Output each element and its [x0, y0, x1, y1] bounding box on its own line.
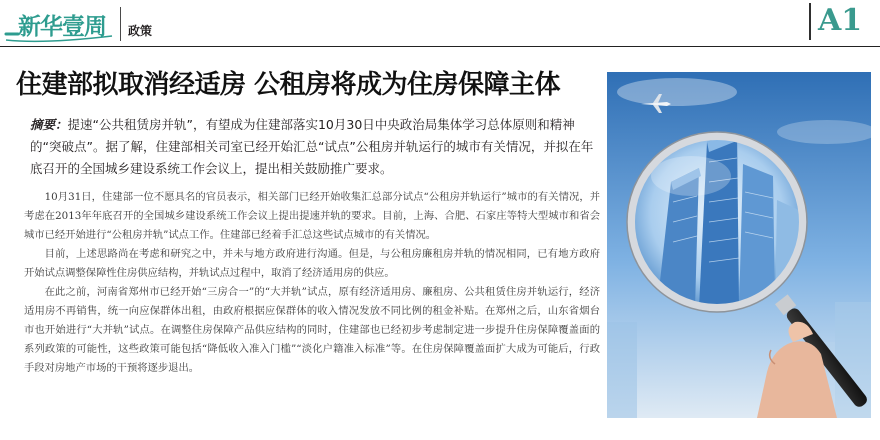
article-body: [24, 188, 600, 378]
article-abstract: [30, 114, 602, 180]
masthead: [0, 0, 880, 48]
page-number-divider: [809, 3, 811, 40]
magnifying-glass-skyscrapers-icon: [607, 72, 871, 418]
article-headline: 住建部拟取消经适房 公租房将成为住房保障主体: [16, 70, 561, 100]
body-paragraph: 在此之前，河南省郑州市已经开始“三房合一”的“大并轨”试点，原有经济适用房、廉租房、公共租赁住房并轨运行，经济适用房不再销售，统一向应保群体出租，由政府根据应保群体的收入情况发放不同比例的租金补贴。在郑州之后，山东省烟台市也开始进行“大并轨”试点。在调整住房保障产品供应结构的同时，住建部也已经初步考虑制定进一步提升住房保障覆盖面的系列政策的可能性，这些政策可能包括“降低收入准入门槛”“淡化户籍准入标准”等。在住房保障覆盖面扩大成为可能后，行政手段对房地产市场的干预将逐步退出。: [24, 286, 600, 374]
masthead-rule: [0, 46, 880, 47]
section-name: 政策: [128, 24, 153, 38]
body-paragraph: 目前，上述思路尚在考虑和研究之中，并未与地方政府进行沟通。但是，与公租房廉租房并轨的情况相同，已有地方政府开始试点调整保障性住房供应结构，并轨试点过程中，取消了经济适用房的供应。: [24, 248, 600, 279]
masthead-divider: [120, 7, 121, 41]
newspaper-logo: [4, 6, 116, 40]
page-number: A1: [818, 3, 863, 38]
abstract-label: 摘要：: [30, 117, 68, 132]
body-paragraph: 10月31日，住建部一位不愿具名的官员表示，相关部门已经开始收集汇总部分试点“公租房并轨运行”城市的有关情况，并考虑在2013年年底召开的全国城乡建设系统工作会议上提出提速并轨的要求。目前，上海、合肥、石家庄等特大型城市和省会城市已经开始进行“公租房并轨”试点工作。住建部已经着手汇总这些试点城市的有关情况。: [24, 191, 600, 241]
logo-text: 新华壹周: [18, 14, 106, 40]
abstract-text: 提速“公共租赁房并轨”，有望成为住建部落实10月30日中央政治局集体学习总体原则和精神的“突破点”。据了解，住建部相关司室已经开始汇总“试点”公租房并轨运行的城市有关情况，并拟在年底召开的全国城乡建设系统工作会议上，提出相关鼓励推广要求。: [30, 117, 594, 176]
article-photo: [607, 72, 871, 418]
